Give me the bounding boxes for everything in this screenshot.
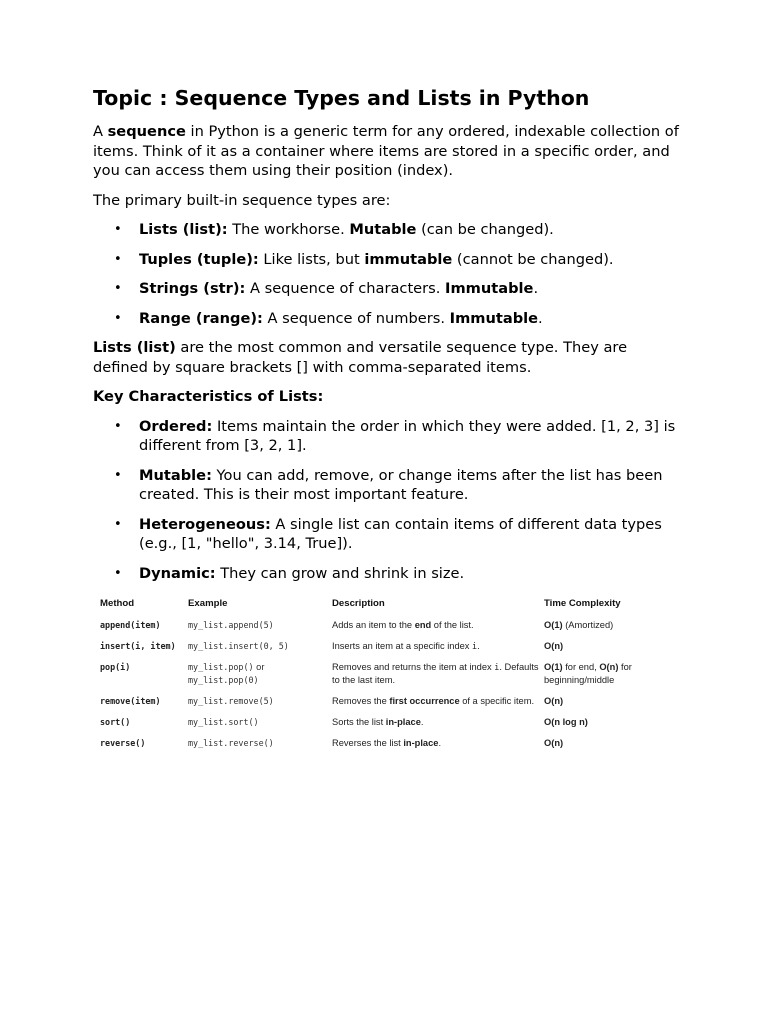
table-row xyxy=(100,661,660,695)
list-item xyxy=(93,250,683,270)
characteristic-text: Items maintain the order in which they were added. [1, 2, 3] is different from [3, 2, 1]. xyxy=(139,417,676,455)
type-label: Lists (list): xyxy=(139,221,228,239)
characteristic-label: Heterogeneous: xyxy=(139,515,271,533)
description-bold: in-place xyxy=(385,717,421,727)
lists-paragraph xyxy=(93,338,683,377)
type-text: Like lists, but xyxy=(258,250,365,268)
table-row xyxy=(100,716,660,737)
characteristic-text: You can add, remove, or change items after the list has been created. This is their most important feature. xyxy=(139,466,663,504)
description-code: i xyxy=(494,662,500,672)
intro-paragraph xyxy=(93,122,683,181)
type-mutability: Immutable xyxy=(449,309,539,327)
lists-text: are the most common and versatile sequence type. They are defined by square brackets [] with comma-separated items. xyxy=(93,338,628,376)
time-cell xyxy=(544,640,660,661)
example-cell: my_list.append(5) xyxy=(188,620,274,630)
time-text-2: for beginning/middle xyxy=(544,662,632,685)
description-cell xyxy=(332,640,544,661)
description-text: Inserts an item at a specific index xyxy=(332,641,473,651)
type-label: Range (range): xyxy=(139,309,263,327)
table-row xyxy=(100,640,660,661)
example-cell: my_list.reverse() xyxy=(188,738,274,748)
list-methods-table xyxy=(100,598,660,758)
type-label: Strings (str): xyxy=(139,280,246,298)
method-cell: sort() xyxy=(100,717,131,727)
bullet-icon: • xyxy=(114,467,122,483)
bullet-icon: • xyxy=(114,418,122,434)
example-or: or xyxy=(253,662,265,672)
bullet-icon: • xyxy=(114,281,122,297)
description-text: Removes and returns the item at index xyxy=(332,662,495,672)
example-cell: my_list.remove(5) xyxy=(188,696,274,706)
page-title: Topic : Sequence Types and Lists in Python xyxy=(93,86,590,110)
time-bold: O(1) xyxy=(544,662,563,672)
time-bold: O(1) xyxy=(544,620,563,630)
type-text-end: . xyxy=(533,280,539,298)
list-item xyxy=(93,279,683,299)
description-text-end: . Defaults to the last item. xyxy=(332,662,539,685)
description-bold: first occurrence xyxy=(389,696,460,706)
description-text-end: . xyxy=(477,641,480,651)
type-mutability: Immutable xyxy=(445,280,534,298)
intro-bold-term: sequence xyxy=(107,123,186,140)
list-item xyxy=(93,466,683,505)
table-row xyxy=(100,619,660,640)
characteristic-label: Dynamic: xyxy=(139,564,216,582)
bullet-icon: • xyxy=(114,565,122,581)
method-cell: pop(i) xyxy=(100,662,131,672)
header-time-complexity: Time Complexity xyxy=(544,598,621,609)
description-text-end: of the list. xyxy=(431,620,474,630)
type-text: A sequence of numbers. xyxy=(262,309,450,327)
description-text: Adds an item to the xyxy=(332,620,415,630)
time-text: (Amortized) xyxy=(562,620,614,630)
description-text: Sorts the list xyxy=(332,717,386,727)
characteristic-label: Mutable: xyxy=(139,466,212,484)
characteristic-text: They can grow and shrink in size. xyxy=(215,564,465,582)
time-cell xyxy=(544,695,660,716)
list-item xyxy=(93,564,683,584)
description-text-end: . xyxy=(420,717,424,727)
time-cell xyxy=(544,737,660,758)
time-text: for end, xyxy=(562,662,600,672)
time-bold: O(n) xyxy=(544,696,564,706)
list-item xyxy=(93,220,683,240)
table-header-row xyxy=(100,598,660,619)
bullet-icon: • xyxy=(114,310,122,326)
example-cell xyxy=(188,661,332,695)
time-bold-2: O(n) xyxy=(599,662,619,672)
type-text: The workhorse. xyxy=(227,221,350,239)
method-cell: remove(item) xyxy=(100,696,161,706)
description-code: i xyxy=(472,641,478,651)
list-item xyxy=(93,309,683,329)
method-text: insert(i, item) xyxy=(100,641,176,651)
time-bold: O(n) xyxy=(544,738,564,748)
example-text: my_list.insert(0, 5) xyxy=(188,641,289,651)
type-mutability: Mutable xyxy=(349,221,417,239)
example-cell xyxy=(188,640,332,661)
table-row xyxy=(100,695,660,716)
description-text: Removes the xyxy=(332,696,390,706)
method-cell: append(item) xyxy=(100,620,161,630)
type-text-end: (can be changed). xyxy=(416,221,554,239)
time-bold: O(n) xyxy=(544,641,564,651)
description-bold: in-place xyxy=(403,738,439,748)
bullet-icon: • xyxy=(114,222,122,238)
time-cell xyxy=(544,619,660,640)
time-bold: O(n log n) xyxy=(544,717,588,727)
intro-prefix: A xyxy=(93,123,108,140)
header-description: Description xyxy=(332,598,385,609)
description-cell xyxy=(332,619,544,640)
time-cell xyxy=(544,661,660,695)
key-characteristics-heading: Key Characteristics of Lists: xyxy=(93,388,324,406)
example-text: my_list.pop() xyxy=(188,662,254,672)
description-text-end: . xyxy=(438,738,442,748)
description-text-end: of a specific item. xyxy=(459,696,535,706)
description-cell xyxy=(332,716,544,737)
intro-text: in Python is a generic term for any ordered, indexable collection of items. Think of it as a container where items are stored in a specific order, and you can access them using their position (index). xyxy=(93,123,679,180)
time-cell xyxy=(544,716,660,737)
characteristic-text: A single list can contain items of different data types (e.g., [1, "hello", 3.14, True]). xyxy=(139,515,662,553)
characteristic-label: Ordered: xyxy=(139,417,213,435)
header-method: Method xyxy=(100,598,135,609)
bullet-icon: • xyxy=(114,516,122,532)
type-label: Tuples (tuple): xyxy=(139,250,259,268)
description-cell xyxy=(332,737,544,758)
method-cell xyxy=(100,640,188,661)
method-cell: reverse() xyxy=(100,738,146,748)
description-text: Reverses the list xyxy=(332,738,404,748)
description-bold: end xyxy=(414,620,432,630)
table-row xyxy=(100,737,660,758)
sequence-types-list xyxy=(93,220,683,328)
list-item xyxy=(93,515,683,554)
description-cell xyxy=(332,661,544,695)
document-page xyxy=(93,85,683,593)
example-text-2: my_list.pop(0) xyxy=(188,675,259,685)
bullet-icon: • xyxy=(114,251,122,267)
lists-bold-term: Lists (list) xyxy=(93,338,176,356)
type-text-end: . xyxy=(538,309,543,327)
list-item xyxy=(93,417,683,456)
description-cell xyxy=(332,695,544,716)
type-text: A sequence of characters. xyxy=(245,280,446,298)
types-intro: The primary built-in sequence types are: xyxy=(93,191,391,209)
type-mutability: immutable xyxy=(364,250,453,268)
type-text-end: (cannot be changed). xyxy=(452,250,614,268)
header-example: Example xyxy=(188,598,228,609)
characteristics-list xyxy=(93,417,683,584)
example-cell: my_list.sort() xyxy=(188,717,259,727)
